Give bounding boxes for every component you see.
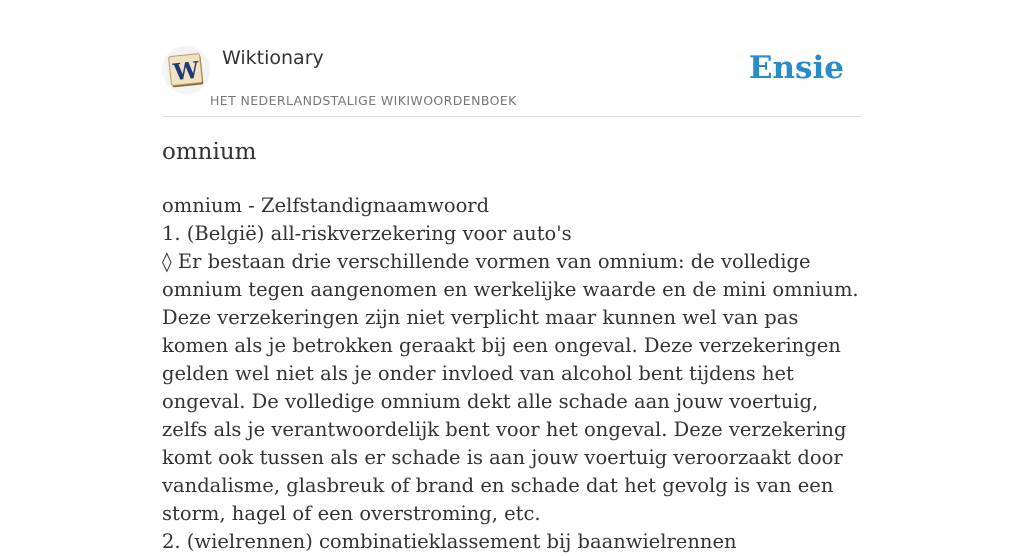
entry-title: omnium: [162, 139, 257, 165]
svg-text:W: W: [171, 56, 201, 87]
word-class: omnium - Zelfstandignaamwoord: [162, 194, 490, 217]
page-header: [162, 0, 862, 117]
definition-1: 1. (België) all-riskverzekering voor auto's: [162, 222, 572, 245]
brand-logo[interactable]: Ensie: [748, 50, 844, 86]
source-name[interactable]: Wiktionary: [222, 47, 324, 69]
wiktionary-logo[interactable]: [162, 46, 210, 94]
source-tagline: HET NEDERLANDSTALIGE WIKIWOORDENBOEK: [210, 93, 517, 108]
usage-example: ◊ Er bestaan drie verschillende vormen van omnium: de volledige omnium tegen aangenomen en werkelijke waarde en de mini omnium. Deze verzekeringen zijn niet verplicht maar kunnen wel van pas komen als je betrokken geraakt bij een ongeval. Deze verzekeringen gelden wel niet als je onder invloed van alcohol bent tijdens het ongeval. De volledige omnium dekt alle schade aan jouw voertuig, zelfs als je verantwoordelijk bent voor het ongeval. Deze verzekering komt ook tussen als er schade is aan jouw voertuig veroorzaakt door vandalisme, glasbreuk of brand en schade dat het gevolg is van een storm, hagel of een overstroming, etc.: [162, 250, 859, 525]
definition-2: 2. (wielrennen) combinatieklassement bij baanwielrennen: [162, 530, 737, 553]
wiktionary-tile-icon: [162, 46, 210, 94]
entry-content: [162, 192, 867, 556]
